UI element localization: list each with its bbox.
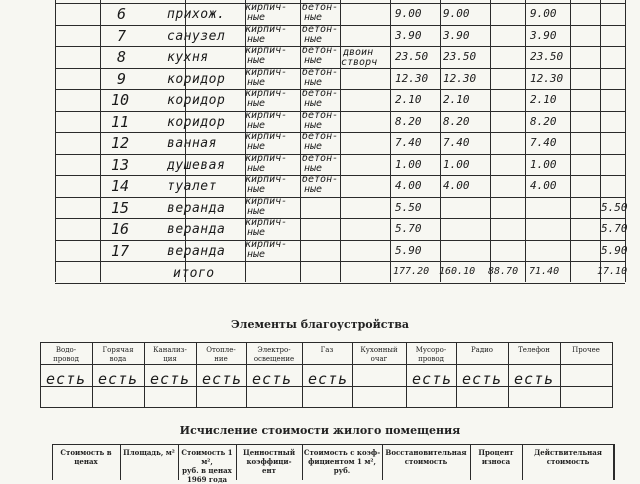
row-rule	[55, 261, 625, 262]
wall-material: кирпич-	[245, 152, 288, 164]
amenity-header: Прочее	[572, 346, 600, 354]
finish-material: бетон-	[302, 88, 339, 99]
amenity-value: есть	[202, 370, 243, 388]
cost-header: Ценностный коэффици- ент	[242, 448, 296, 475]
wall-material: кирпич-	[245, 195, 288, 207]
area-c4: 7.40	[530, 136, 557, 149]
table-row	[55, 217, 628, 240]
area-living: 23.50	[443, 50, 477, 63]
table-row	[55, 238, 628, 262]
finish-material: бетон-	[302, 131, 339, 142]
area-living: 3.90	[443, 28, 470, 42]
room-name: коридор	[167, 93, 226, 108]
finish-material: бетон-	[302, 66, 339, 78]
extra-note: створч	[341, 57, 378, 68]
wall-material: кирпич-	[245, 238, 288, 250]
finish-material: бетон-	[302, 23, 339, 35]
amenity-value: есть	[46, 370, 87, 388]
finish-material: ные	[304, 55, 323, 66]
room-name: душевая	[167, 157, 226, 173]
room-number: 8	[117, 48, 127, 66]
amenity-header: Отопле- ние	[206, 346, 236, 363]
totals-c5: 17.10	[597, 266, 628, 277]
totals-aux: 88.70	[488, 266, 519, 277]
wall-material: ные	[247, 76, 266, 88]
column-rule	[612, 342, 613, 408]
wall-material: ные	[247, 162, 266, 174]
wall-material: ные	[247, 205, 266, 217]
room-number: 9	[117, 69, 127, 88]
area-c5: 5.50	[601, 200, 628, 214]
table-row	[55, 132, 625, 154]
area-total: 9.00	[395, 7, 422, 20]
wall-material: ные	[247, 33, 266, 45]
room-name: коридор	[167, 114, 226, 130]
area-living: 12.30	[443, 71, 477, 85]
room-number: 6	[117, 5, 127, 23]
area-c4: 8.20	[530, 114, 557, 128]
wall-material: кирпич-	[245, 88, 288, 99]
cost-header: Стоимость 1 м², руб. в ценах 1969 года	[181, 448, 233, 484]
table-row	[55, 89, 625, 111]
area-living: 4.00	[443, 179, 470, 192]
finish-material: ные	[304, 33, 323, 45]
wall-material: кирпич-	[245, 2, 288, 13]
wall-material: ные	[247, 55, 266, 66]
totals-living: 160.10	[439, 266, 476, 277]
finish-material: ные	[304, 119, 323, 131]
totals-label: итого	[173, 266, 215, 281]
cost-header: Процент износа	[478, 448, 514, 466]
amenity-header: Кухонный очаг	[360, 346, 398, 363]
wall-material: ные	[247, 248, 266, 260]
amenity-value: есть	[98, 370, 139, 388]
area-c5: 5.90	[601, 243, 628, 257]
room-name: веранда	[167, 200, 226, 216]
area-living: 1.00	[443, 157, 470, 171]
column-rule	[625, 0, 626, 282]
room-name: санузел	[167, 28, 226, 44]
cost-table	[52, 444, 614, 484]
wall-material: кирпич-	[245, 23, 288, 35]
amenity-value: есть	[412, 370, 453, 388]
finish-material: бетон-	[302, 45, 339, 56]
wall-material: кирпич-	[245, 45, 288, 56]
amenities-title: Элементы благоустройства	[230, 318, 410, 331]
wall-material: ные	[247, 141, 266, 152]
wall-material: кирпич-	[245, 217, 288, 228]
area-total: 12.30	[395, 71, 429, 85]
room-name: туалет	[167, 179, 217, 194]
room-number: 17	[111, 241, 130, 260]
area-living: 9.00	[443, 7, 470, 20]
room-number: 14	[111, 177, 130, 195]
room-number: 15	[111, 198, 130, 217]
rooms-table	[55, 0, 628, 282]
area-total: 5.70	[395, 222, 422, 235]
wall-material: кирпич-	[245, 66, 288, 78]
amenity-value: есть	[308, 370, 349, 388]
area-living: 8.20	[443, 114, 470, 128]
area-total: 3.90	[395, 28, 422, 42]
area-total: 5.50	[395, 200, 422, 214]
room-name: прихож.	[167, 7, 226, 22]
table-row	[55, 3, 625, 25]
amenity-value: есть	[462, 370, 503, 388]
room-number: 10	[111, 91, 130, 109]
room-number: 7	[117, 26, 127, 45]
table-row	[55, 154, 625, 176]
wall-material: кирпич-	[245, 109, 288, 121]
finish-material: ные	[304, 141, 323, 152]
room-name: ванная	[167, 136, 217, 151]
amenities-table	[40, 342, 612, 408]
cost-header: Восстановительная стоимость	[385, 448, 467, 466]
amenity-header: Газ	[320, 346, 334, 354]
finish-material: ные	[304, 184, 323, 195]
cost-header: Действительная стоимость	[534, 448, 602, 466]
table-row	[55, 25, 625, 47]
area-c4: 9.00	[530, 7, 557, 20]
room-name: веранда	[167, 243, 226, 259]
wall-material: ные	[247, 98, 266, 109]
wall-material: ные	[247, 12, 266, 23]
area-total: 2.10	[395, 93, 422, 106]
finish-material: бетон-	[302, 2, 339, 13]
area-total: 1.00	[395, 157, 422, 171]
totals-total: 177.20	[393, 266, 430, 277]
table-row	[55, 175, 625, 197]
finish-material: бетон-	[302, 152, 339, 164]
finish-material: ные	[304, 12, 323, 23]
cost-header: Стоимость с коэф- фициентом 1 м², руб.	[303, 448, 381, 475]
wall-material: кирпич-	[245, 131, 288, 142]
finish-material: ные	[304, 76, 323, 88]
room-name: кухня	[167, 50, 209, 65]
room-number: 11	[111, 112, 130, 131]
room-name: коридор	[167, 71, 226, 87]
cost-header: Стоимость в ценах	[60, 448, 112, 466]
area-total: 7.40	[395, 136, 422, 149]
amenity-header: Телефон	[518, 346, 550, 354]
finish-material: бетон-	[302, 174, 339, 185]
area-total: 4.00	[395, 179, 422, 192]
finish-material: ные	[304, 162, 323, 174]
amenity-header: Мусоро- провод	[415, 346, 447, 363]
area-c4: 1.00	[530, 157, 557, 171]
amenity-value: есть	[150, 370, 191, 388]
amenity-header: Радио	[470, 346, 494, 354]
area-living: 2.10	[443, 93, 470, 106]
room-number: 16	[111, 220, 130, 238]
amenity-header: Электро- освещение	[253, 346, 295, 363]
area-c4: 3.90	[530, 28, 557, 42]
amenity-header: Водо- провод	[53, 346, 79, 363]
room-name: веранда	[167, 222, 226, 237]
area-c4: 12.30	[530, 71, 564, 85]
amenity-header: Горячая вода	[102, 346, 134, 363]
area-total: 5.90	[395, 243, 422, 257]
area-total: 8.20	[395, 114, 422, 128]
finish-material: бетон-	[302, 109, 339, 121]
room-number: 12	[111, 134, 130, 152]
totals-c4: 71.40	[529, 266, 560, 277]
table-row	[55, 195, 628, 219]
area-c4: 2.10	[530, 93, 557, 106]
row-rule	[40, 364, 612, 365]
totals-row	[55, 264, 628, 282]
table-row	[55, 68, 625, 90]
area-living: 7.40	[443, 136, 470, 149]
area-c4: 23.50	[530, 50, 564, 63]
wall-material: кирпич-	[245, 174, 288, 185]
area-c4: 4.00	[530, 179, 557, 192]
room-number: 13	[111, 155, 130, 174]
area-total: 23.50	[395, 50, 429, 63]
cost-title: Исчисление стоимости жилого помещения	[179, 424, 461, 437]
extra-note: двоин	[343, 47, 374, 58]
table-row	[55, 111, 625, 133]
table-row	[55, 46, 625, 68]
row-rule	[55, 283, 625, 284]
cost-header: Площадь, м²	[123, 448, 175, 457]
amenity-value: есть	[514, 370, 555, 388]
amenity-value: есть	[252, 370, 293, 388]
finish-material: ные	[304, 98, 323, 109]
wall-material: ные	[247, 184, 266, 195]
amenity-header: Канализ- ция	[153, 346, 187, 363]
column-rule	[614, 444, 615, 480]
wall-material: ные	[247, 227, 266, 238]
area-c5: 5.70	[601, 222, 628, 235]
wall-material: ные	[247, 119, 266, 131]
